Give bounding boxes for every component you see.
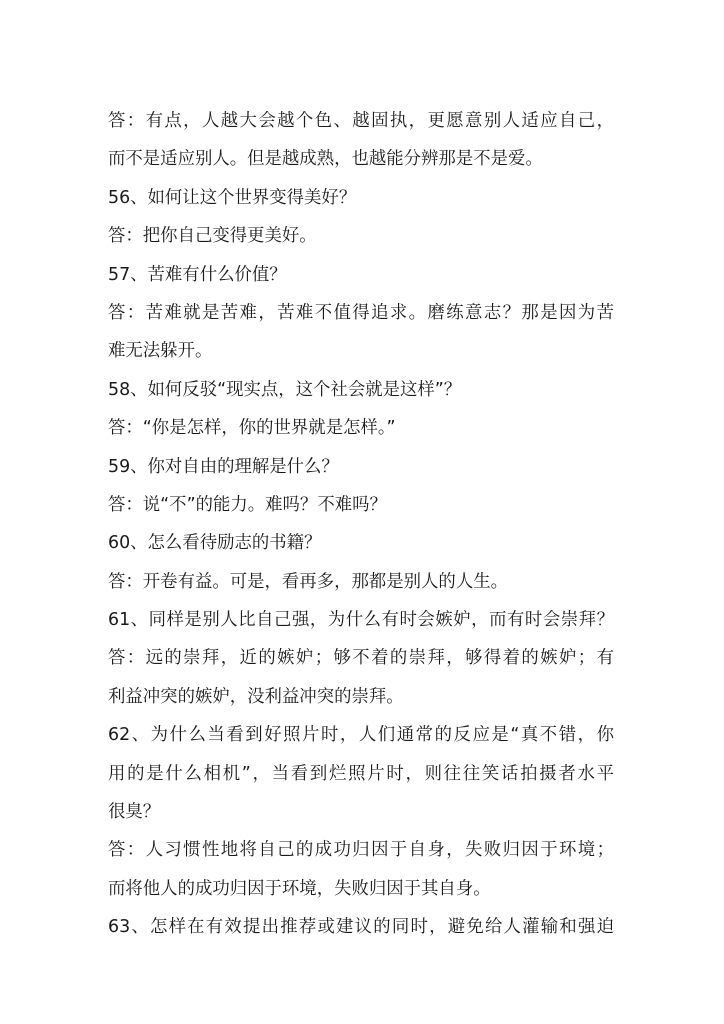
question-heading: 56、如何让这个世界变得美好？ bbox=[108, 187, 357, 208]
answer-line: 答：说“不”的能力。难吗？不难吗？ bbox=[108, 494, 387, 515]
answer-line: 答：把你自己变得更美好。 bbox=[108, 226, 317, 247]
text-line: 而将他人的成功归因于环境，失败归因于其自身。 bbox=[108, 878, 491, 899]
text-line: 难无法躲开。 bbox=[108, 341, 213, 362]
answer-line: 答：人习惯性地将自己的成功归因于自身，失败归因于环境； bbox=[108, 840, 614, 861]
text-line: 而不是适应别人。但是越成熟，也越能分辨那是不是爱。 bbox=[108, 149, 543, 170]
document-body bbox=[108, 102, 618, 947]
question-heading: 57、苦难有什么价值？ bbox=[108, 264, 287, 285]
question-heading: 60、怎么看待励志的书籍？ bbox=[108, 533, 322, 554]
answer-line: 答：远的崇拜，近的嫉妒；够不着的崇拜，够得着的嫉妒；有 bbox=[108, 648, 614, 669]
question-heading: 62、为什么当看到好照片时，人们通常的反应是“真不错，你 bbox=[108, 725, 614, 746]
text-line: 用的是什么相机”，当看到烂照片时，则往往笑话拍摄者水平 bbox=[108, 763, 614, 784]
text-line: 答：有点，人越大会越个色、越固执，更愿意别人适应自己， bbox=[108, 111, 614, 131]
question-heading: 61、同样是别人比自己强，为什么有时会嫉妒，而有时会崇拜？ bbox=[108, 610, 614, 631]
text-line: 利益冲突的嫉妒，没利益冲突的崇拜。 bbox=[108, 686, 404, 707]
answer-line: 答：开卷有益。可是，看再多，那都是别人的人生。 bbox=[108, 571, 508, 592]
answer-line: 答：“你是怎样，你的世界就是怎样。” bbox=[108, 418, 396, 439]
question-heading: 59、你对自由的理解是什么？ bbox=[108, 456, 339, 477]
question-heading: 58、如何反驳“现实点，这个社会就是这样”？ bbox=[108, 379, 462, 400]
text-line: 很臭？ bbox=[108, 802, 161, 823]
answer-line: 答：苦难就是苦难，苦难不值得追求。磨练意志？那是因为苦 bbox=[108, 302, 614, 323]
question-heading: 63、怎样在有效提出推荐或建议的同时，避免给人灌输和强迫 bbox=[108, 917, 614, 938]
